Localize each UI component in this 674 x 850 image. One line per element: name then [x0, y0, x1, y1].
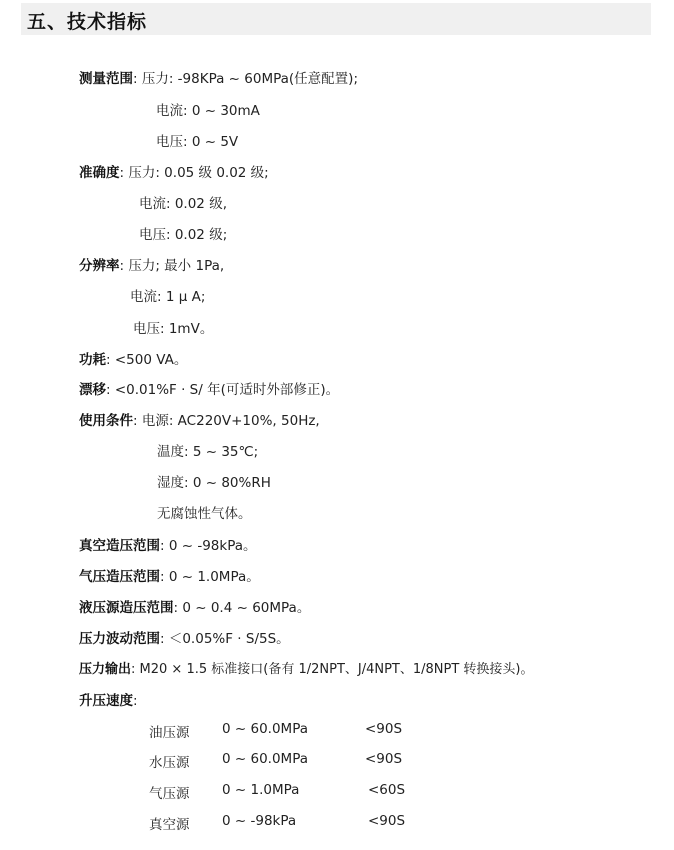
power-label: 功耗	[79, 352, 106, 368]
accuracy-current: 电流: 0.02 级,	[139, 196, 227, 212]
fluctuation-value: ＜0.05%F · S/5S。	[168, 631, 290, 647]
rise-source: 水压源	[149, 755, 190, 771]
rise-source: 气压源	[149, 786, 190, 802]
output-value: M20 × 1.5 标准接口(备有 1/2NPT、J/4NPT、1/8NPT 转换接头)。	[139, 662, 534, 677]
drift-label: 漂移	[79, 382, 106, 398]
rise-range: 0 ~ -98kPa	[222, 813, 297, 829]
hydraulic-range-value: 0 ~ 0.4 ~ 60MPa。	[182, 600, 311, 616]
measure-range-label: 测量范围	[79, 71, 133, 87]
rise-time: <90S	[365, 751, 403, 767]
resolution-voltage: 电压: 1mV。	[133, 321, 214, 337]
air-range-value: 0 ~ 1.0MPa。	[168, 569, 260, 585]
rise-time: <90S	[365, 721, 403, 737]
resolution-pressure: 压力; 最小 1Pa,	[128, 258, 225, 274]
rise-time: <60S	[368, 782, 406, 798]
vacuum-range-label: 真空造压范围	[79, 538, 160, 554]
conditions-row: 使用条件: 电源: AC220V+10%, 50Hz,	[79, 413, 320, 429]
measure-range-row: 测量范围: 压力: -98KPa ~ 60MPa(任意配置);	[79, 71, 359, 87]
drift-row: 漂移: <0.01%F · S/ 年(可适时外部修正)。	[79, 382, 340, 398]
vacuum-range-value: 0 ~ -98kPa。	[168, 538, 257, 554]
output-row: 压力输出: M20 × 1.5 标准接口(备有 1/2NPT、J/4NPT、1/8NPT 转换接头)。	[79, 662, 534, 677]
rise-range: 0 ~ 60.0MPa	[222, 721, 308, 737]
rise-time: <90S	[368, 813, 406, 829]
section-title: 五、技术指标	[27, 11, 148, 33]
power-value: <500 VA。	[114, 352, 188, 368]
measure-range-voltage: 电压: 0 ~ 5V	[156, 134, 239, 150]
conditions-temperature: 温度: 5 ~ 35℃;	[157, 444, 259, 460]
fluctuation-row: 压力波动范围: ＜0.05%F · S/5S。	[79, 631, 290, 647]
rise-source: 真空源	[149, 817, 190, 833]
resolution-label: 分辨率	[79, 258, 120, 274]
resolution-current: 电流: 1 μ A;	[130, 289, 206, 305]
drift-value: <0.01%F · S/ 年(可适时外部修正)。	[114, 382, 340, 398]
conditions-gas: 无腐蚀性气体。	[157, 506, 252, 522]
rise-speed-row: 升压速度:	[79, 693, 138, 709]
output-label: 压力输出	[79, 662, 132, 677]
fluctuation-label: 压力波动范围	[79, 631, 160, 647]
rise-source: 油压源	[149, 725, 190, 741]
air-range-label: 气压造压范围	[79, 569, 160, 585]
vacuum-range-row: 真空造压范围: 0 ~ -98kPa。	[79, 538, 257, 554]
conditions-label: 使用条件	[79, 413, 133, 429]
power-row: 功耗: <500 VA。	[79, 352, 188, 368]
rise-range: 0 ~ 60.0MPa	[222, 751, 308, 767]
rise-range: 0 ~ 1.0MPa	[222, 782, 300, 798]
rise-speed-label: 升压速度	[79, 693, 133, 709]
accuracy-pressure: 压力: 0.05 级 0.02 级;	[128, 165, 269, 181]
resolution-row: 分辨率: 压力; 最小 1Pa,	[79, 258, 225, 274]
air-range-row: 气压造压范围: 0 ~ 1.0MPa。	[79, 569, 260, 585]
conditions-humidity: 湿度: 0 ~ 80%RH	[157, 475, 271, 491]
section-heading-bar	[21, 3, 651, 35]
accuracy-row: 准确度: 压力: 0.05 级 0.02 级;	[79, 165, 269, 181]
accuracy-label: 准确度	[79, 165, 120, 181]
measure-range-pressure: 压力: -98KPa ~ 60MPa(任意配置);	[141, 71, 359, 87]
hydraulic-range-label: 液压源造压范围	[79, 600, 174, 616]
hydraulic-range-row: 液压源造压范围: 0 ~ 0.4 ~ 60MPa。	[79, 600, 311, 616]
conditions-supply: 电源: AC220V+10%, 50Hz,	[141, 413, 320, 429]
accuracy-voltage: 电压: 0.02 级;	[139, 227, 228, 243]
measure-range-current: 电流: 0 ~ 30mA	[156, 103, 260, 119]
